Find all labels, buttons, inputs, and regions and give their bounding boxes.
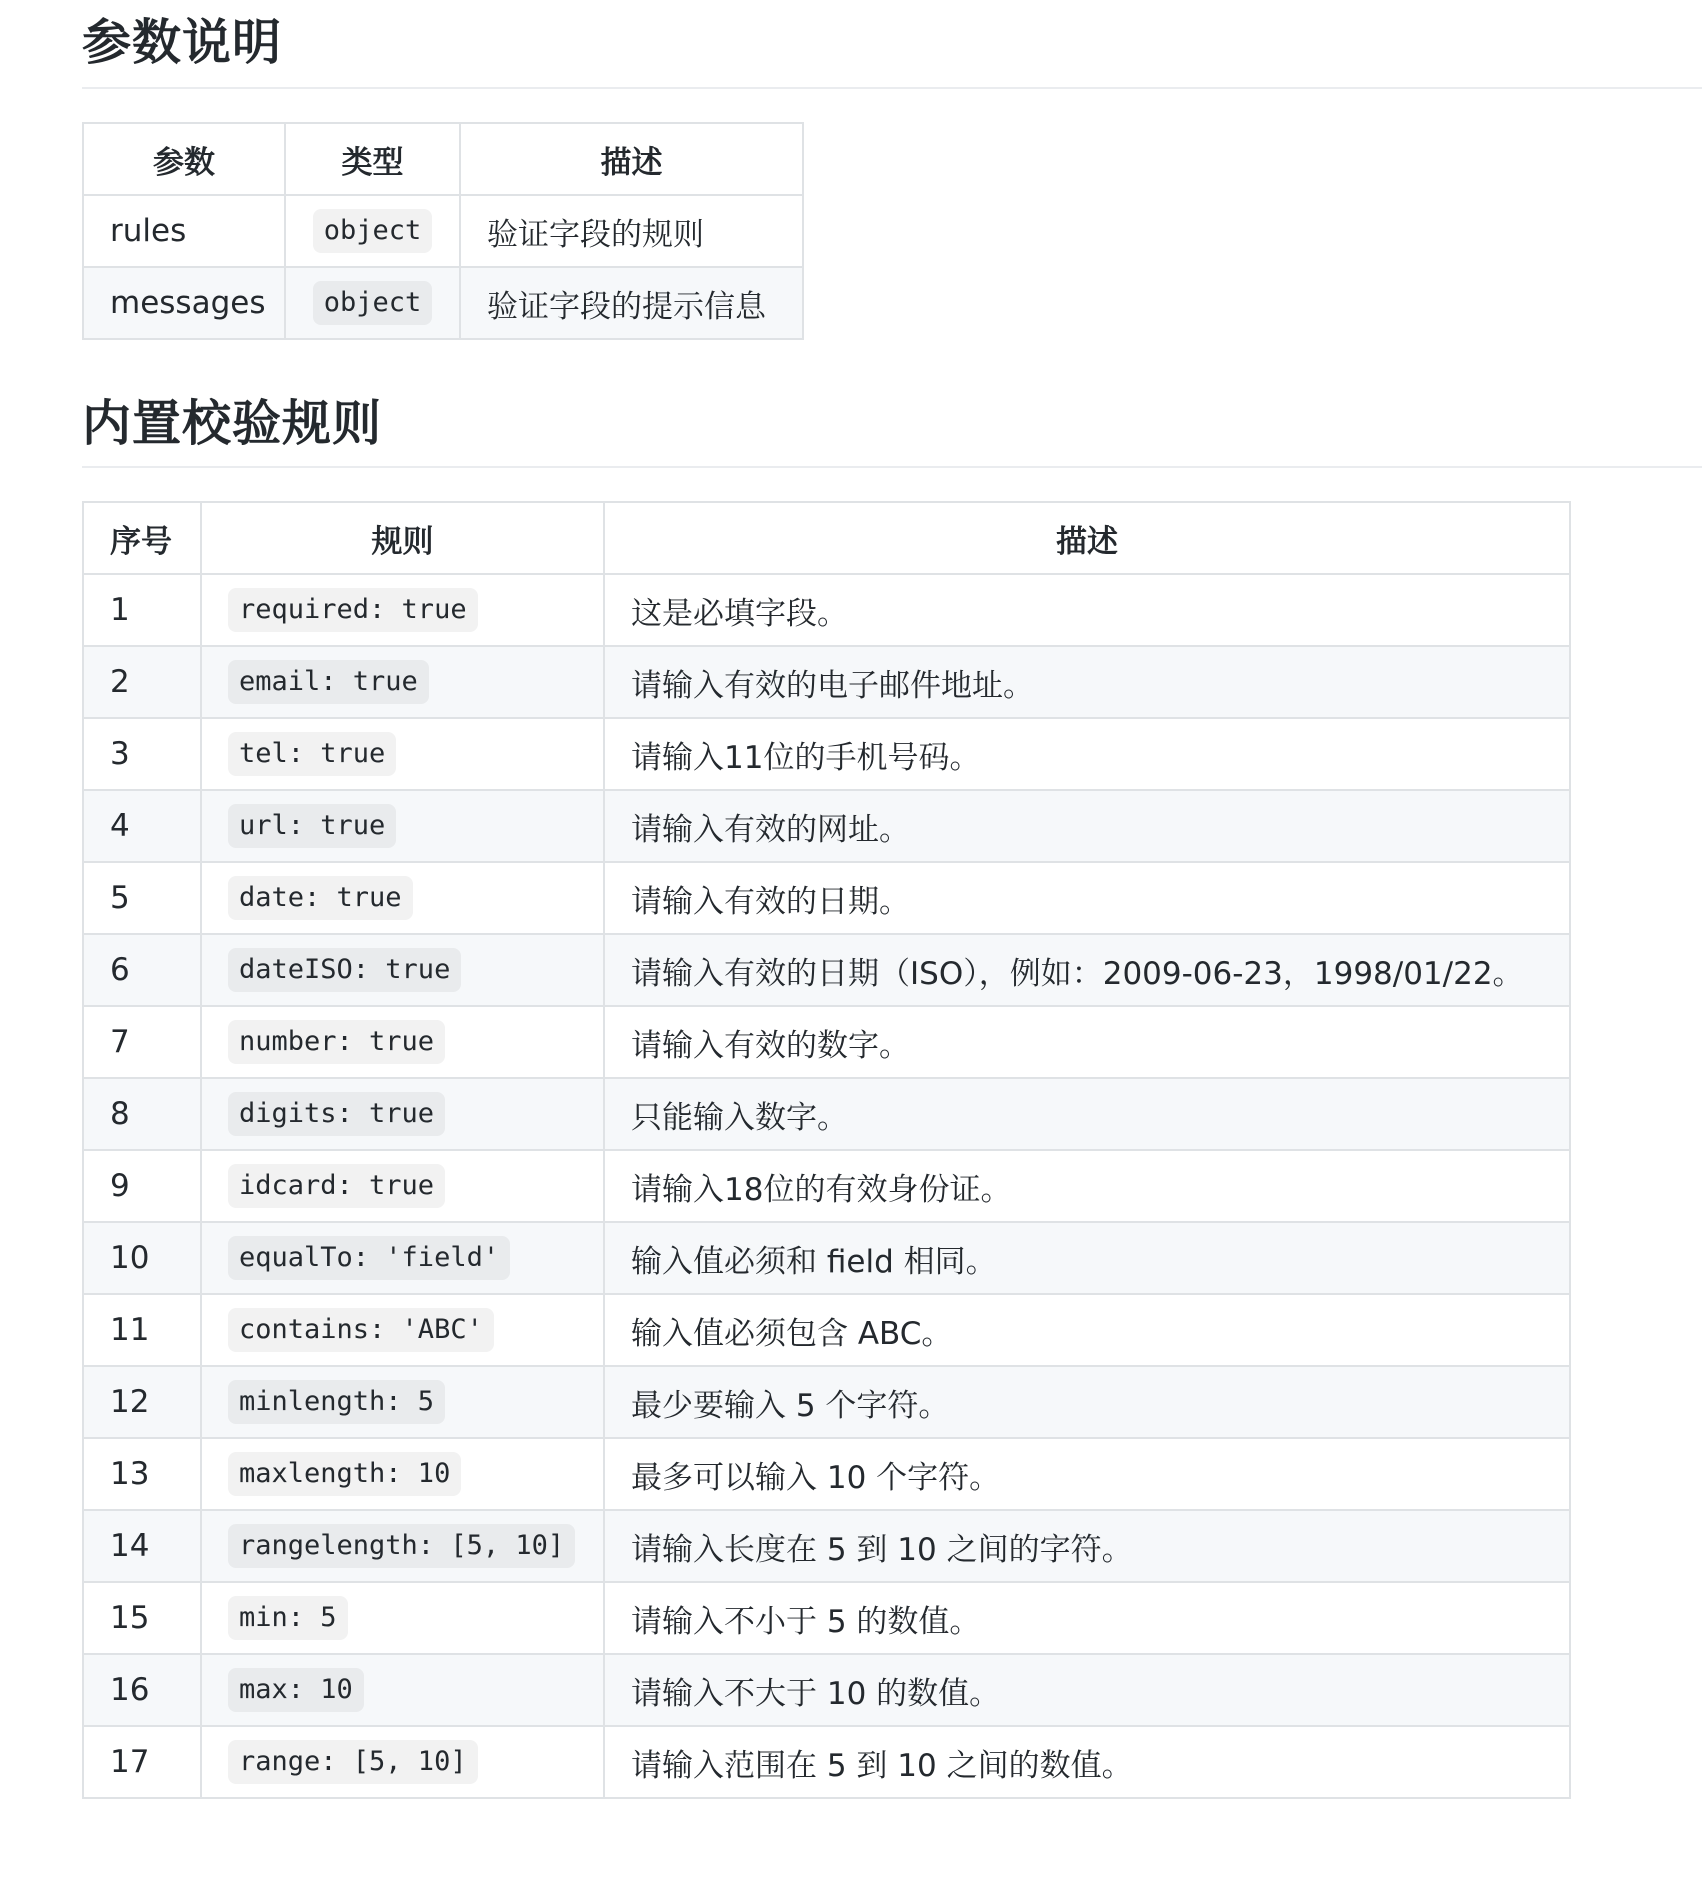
param-description: 验证字段的规则 (460, 195, 803, 267)
rule-description: 这是必填字段。 (604, 574, 1570, 646)
rule-row (83, 1006, 1570, 1078)
rule-cell (201, 1510, 604, 1582)
rule-row (83, 1150, 1570, 1222)
rule-number: 17 (83, 1726, 201, 1798)
param-type-cell (285, 267, 460, 339)
rule-description: 请输入范围在 5 到 10 之间的数值。 (604, 1726, 1570, 1798)
rule-description: 请输入有效的数字。 (604, 1006, 1570, 1078)
rule-number: 6 (83, 934, 201, 1006)
params-row (83, 267, 803, 339)
rule-row (83, 862, 1570, 934)
rule-code: number: true (228, 1020, 445, 1064)
rule-description: 请输入有效的网址。 (604, 790, 1570, 862)
rule-code: max: 10 (228, 1668, 364, 1712)
rule-number: 1 (83, 574, 201, 646)
rule-code: idcard: true (228, 1164, 445, 1208)
rule-code: maxlength: 10 (228, 1452, 461, 1496)
params-header-row (83, 123, 803, 195)
rule-cell (201, 934, 604, 1006)
params-table-body (83, 195, 803, 339)
rule-row (83, 1726, 1570, 1798)
rule-description: 最多可以输入 10 个字符。 (604, 1438, 1570, 1510)
rule-code: range: [5, 10] (228, 1740, 478, 1784)
rule-row (83, 718, 1570, 790)
rule-cell (201, 1654, 604, 1726)
rule-cell (201, 574, 604, 646)
params-heading-divider (82, 87, 1702, 89)
rule-description: 请输入有效的日期。 (604, 862, 1570, 934)
rule-number: 3 (83, 718, 201, 790)
rule-row (83, 1294, 1570, 1366)
rule-number: 14 (83, 1510, 201, 1582)
rules-table (82, 501, 1571, 1799)
rules-heading: 内置校验规则 (82, 395, 383, 452)
rule-description: 输入值必须包含 ABC。 (604, 1294, 1570, 1366)
rule-cell (201, 790, 604, 862)
rule-row (83, 1582, 1570, 1654)
rule-cell (201, 1006, 604, 1078)
rule-number: 12 (83, 1366, 201, 1438)
rule-cell (201, 1222, 604, 1294)
rule-row (83, 1654, 1570, 1726)
rules-header-desc: 描述 (604, 502, 1570, 574)
param-name: messages (83, 267, 285, 339)
rule-code: min: 5 (228, 1596, 348, 1640)
rule-code: url: true (228, 804, 396, 848)
rule-number: 5 (83, 862, 201, 934)
rule-number: 4 (83, 790, 201, 862)
rule-description: 只能输入数字。 (604, 1078, 1570, 1150)
rule-code: date: true (228, 876, 413, 920)
rule-cell (201, 1582, 604, 1654)
rule-number: 16 (83, 1654, 201, 1726)
rule-description: 请输入有效的日期（ISO），例如：2009-06-23，1998/01/22。 (604, 934, 1570, 1006)
rule-description: 请输入不大于 10 的数值。 (604, 1654, 1570, 1726)
rule-code: contains: 'ABC' (228, 1308, 494, 1352)
rule-number: 8 (83, 1078, 201, 1150)
rule-code: email: true (228, 660, 429, 704)
rule-code: minlength: 5 (228, 1380, 445, 1424)
rule-code: required: true (228, 588, 478, 632)
rule-number: 9 (83, 1150, 201, 1222)
rule-description: 请输入有效的电子邮件地址。 (604, 646, 1570, 718)
rule-code: dateISO: true (228, 948, 461, 992)
rules-header-no: 序号 (83, 502, 201, 574)
rule-cell (201, 1438, 604, 1510)
param-type-cell (285, 195, 460, 267)
rule-row (83, 646, 1570, 718)
rule-code: tel: true (228, 732, 396, 776)
param-type: object (313, 281, 433, 325)
params-row (83, 195, 803, 267)
rule-code: rangelength: [5, 10] (228, 1524, 575, 1568)
rule-code: equalTo: 'field' (228, 1236, 510, 1280)
rule-cell (201, 1078, 604, 1150)
params-heading: 参数说明 (82, 14, 283, 71)
rule-description: 请输入长度在 5 到 10 之间的字符。 (604, 1510, 1570, 1582)
params-header-type: 类型 (285, 123, 460, 195)
rule-number: 13 (83, 1438, 201, 1510)
rule-number: 11 (83, 1294, 201, 1366)
rule-number: 7 (83, 1006, 201, 1078)
rule-cell (201, 1150, 604, 1222)
rule-number: 15 (83, 1582, 201, 1654)
rule-cell (201, 1294, 604, 1366)
rule-row (83, 1078, 1570, 1150)
param-description: 验证字段的提示信息 (460, 267, 803, 339)
rule-description: 请输入18位的有效身份证。 (604, 1150, 1570, 1222)
rule-row (83, 790, 1570, 862)
rule-row (83, 574, 1570, 646)
rule-description: 请输入不小于 5 的数值。 (604, 1582, 1570, 1654)
rule-row (83, 1510, 1570, 1582)
rule-cell (201, 1366, 604, 1438)
rules-header-rule: 规则 (201, 502, 604, 574)
rules-table-body (83, 574, 1570, 1798)
rule-row (83, 934, 1570, 1006)
rule-number: 10 (83, 1222, 201, 1294)
rule-cell (201, 862, 604, 934)
rule-row (83, 1222, 1570, 1294)
rule-cell (201, 1726, 604, 1798)
rule-description: 输入值必须和 field 相同。 (604, 1222, 1570, 1294)
rule-cell (201, 718, 604, 790)
rule-row (83, 1438, 1570, 1510)
param-name: rules (83, 195, 285, 267)
params-table (82, 122, 804, 340)
rule-cell (201, 646, 604, 718)
param-type: object (313, 209, 433, 253)
rule-description: 最少要输入 5 个字符。 (604, 1366, 1570, 1438)
rule-code: digits: true (228, 1092, 445, 1136)
rule-row (83, 1366, 1570, 1438)
params-header-name: 参数 (83, 123, 285, 195)
rules-heading-divider (82, 466, 1702, 468)
params-header-desc: 描述 (460, 123, 803, 195)
rules-header-row (83, 502, 1570, 574)
rule-description: 请输入11位的手机号码。 (604, 718, 1570, 790)
rule-number: 2 (83, 646, 201, 718)
